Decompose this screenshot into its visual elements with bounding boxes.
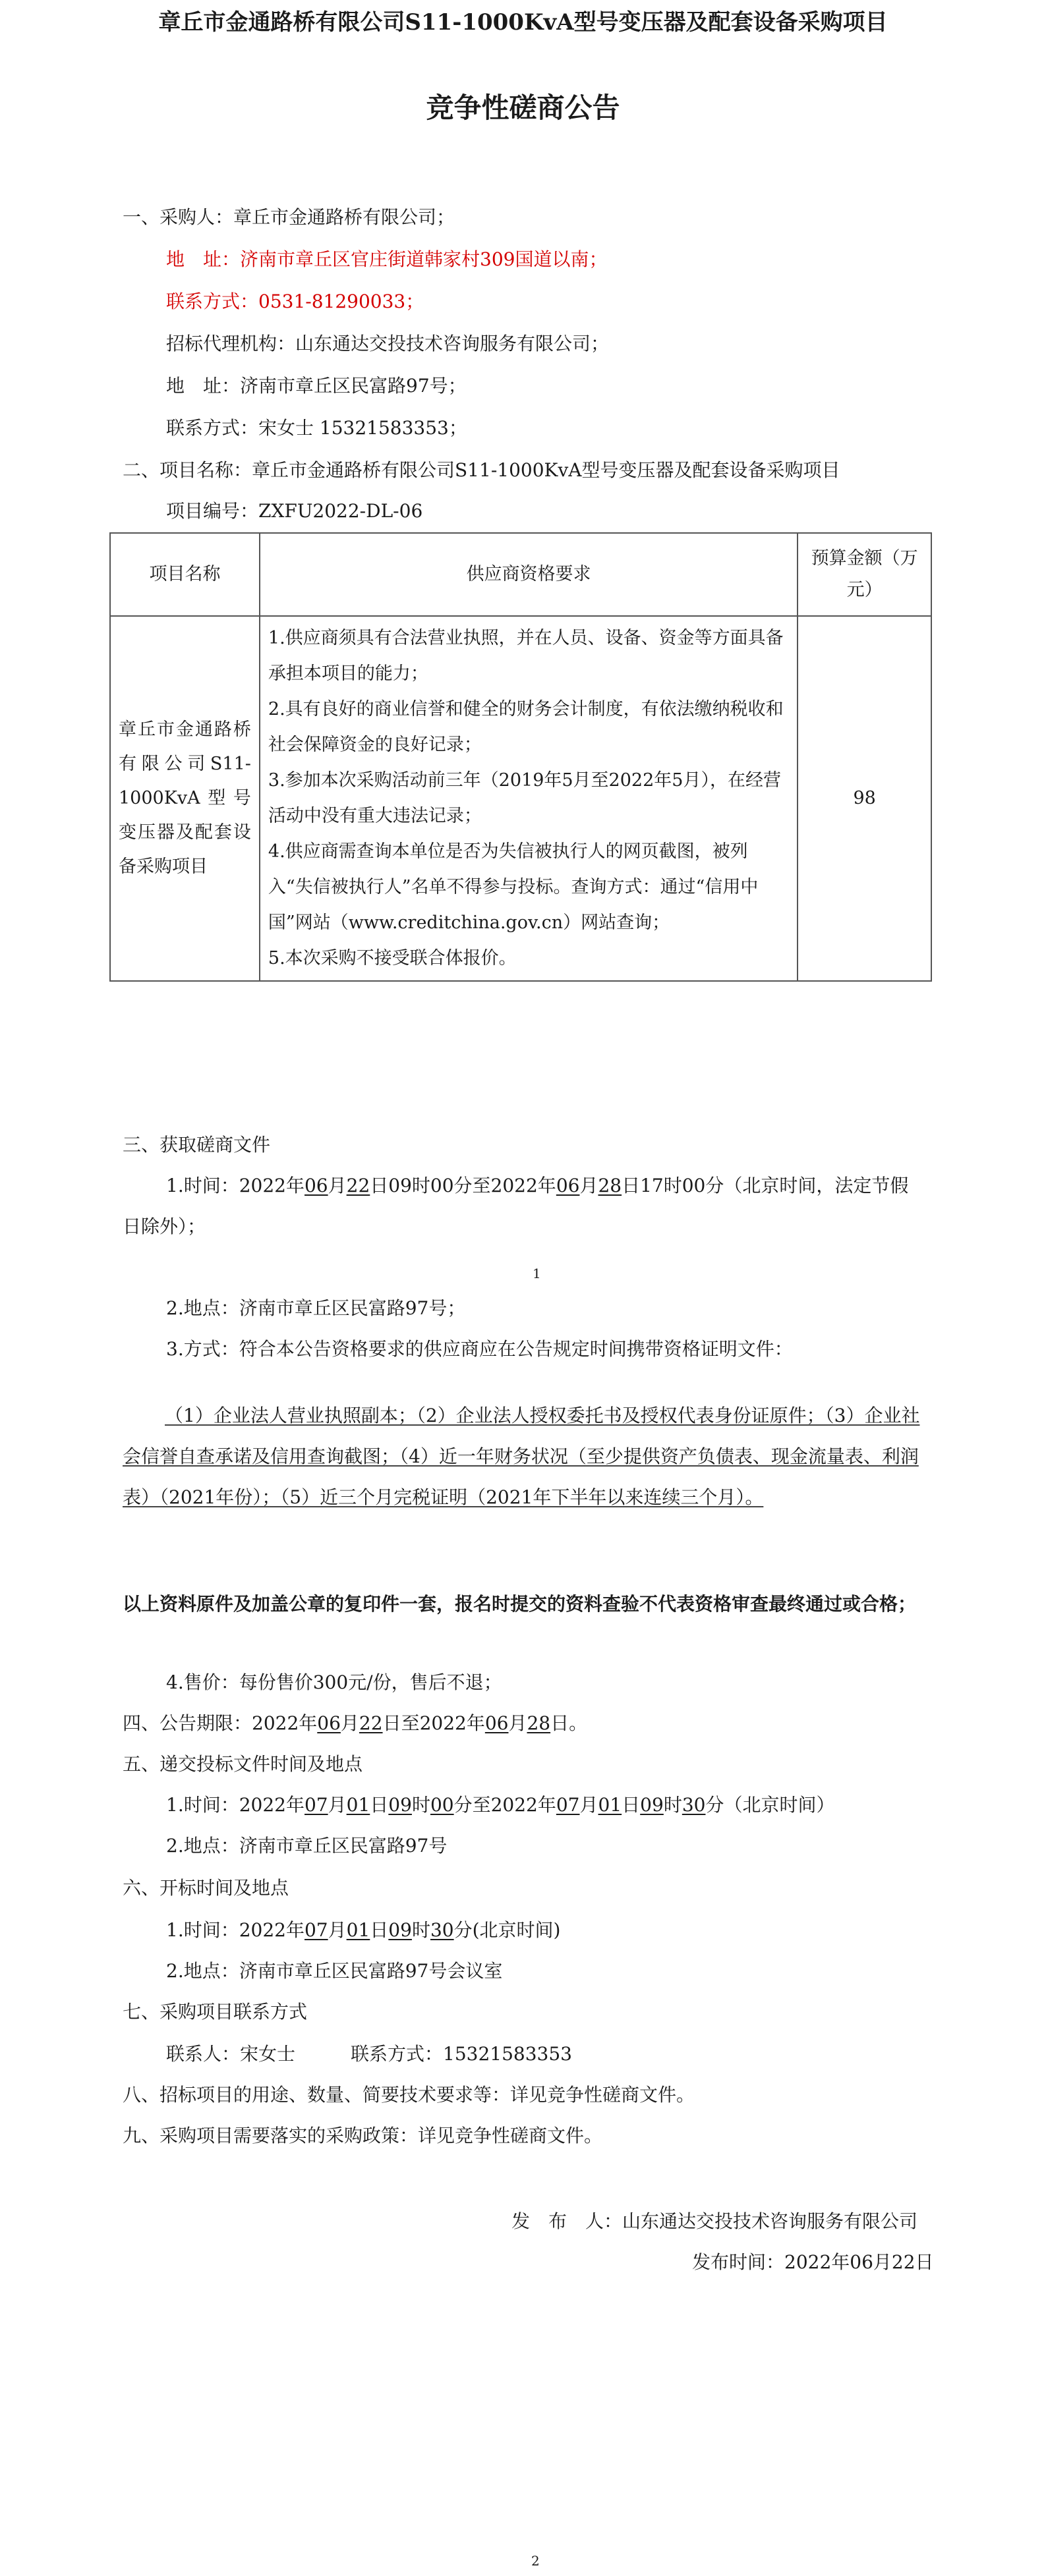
submission-place: 2.地点：济南市章丘区民富路97号 <box>166 1835 448 1857</box>
opening-time: 1.时间：2022年07月01日09时30分(北京时间) <box>166 1919 561 1941</box>
project-number: 项目编号：ZXFU2022-DL-06 <box>166 500 423 522</box>
publisher: 发 布 人：山东通达交投技术咨询服务有限公司 <box>511 2210 918 2232</box>
header-budget: 预算金额（万元） <box>798 533 931 616</box>
requirement-item: 1.供应商须具有合法营业执照，并在人员、设备、资金等方面具备承担本项目的能力； <box>268 628 784 684</box>
purchaser: 一、采购人：章丘市金通路桥有限公司； <box>123 206 455 228</box>
announcement-period: 四、公告期限：2022年06月22日至2022年06月28日。 <box>123 1712 588 1734</box>
requirement-item: 3.参加本次采购活动前三年（2019年5月至2022年5月），在经营活动中没有重大违法记录； <box>268 770 781 826</box>
header-project-name: 项目名称 <box>110 533 260 616</box>
submission-time: 1.时间：2022年07月01日09时00分至2022年07月01日09时30分（北京时间） <box>166 1794 835 1816</box>
agency-contact: 联系方式：宋女士 15321583353； <box>166 417 467 439</box>
required-documents: （1）企业法人营业执照副本；（2）企业法人授权委托书及授权代表身份证原件；（3）企业社会信誉自查承诺及信用查询截图；（4）近一年财务状况（至少提供资产负债表、现金流量表、利润表）（2021年份）；（5）近三个月完税证明（2021年下半年以来连续三个月）。 <box>123 1405 920 1508</box>
section9: 九、采购项目需要落实的采购政策：详见竞争性磋商文件。 <box>123 2125 603 2146</box>
page-number-2: 2 <box>531 2553 540 2569</box>
requirement-item: 5.本次采购不接受联合体报价。 <box>268 948 517 968</box>
section7-heading: 七、采购项目联系方式 <box>123 2001 308 2023</box>
doc-price: 4.售价：每份售价300元/份，售后不退； <box>166 1671 502 1693</box>
purchaser-contact: 联系方式：0531-81290033； <box>166 291 424 312</box>
agency-address: 地 址：济南市章丘区民富路97号； <box>166 375 467 397</box>
table-row <box>110 616 931 981</box>
notice-subtitle: 竞争性磋商公告 <box>426 92 620 124</box>
agency: 招标代理机构：山东通达交投技术咨询服务有限公司； <box>166 333 610 354</box>
project-title: 章丘市金通路桥有限公司S11-1000KvA型号变压器及配套设备采购项目 <box>158 9 888 36</box>
requirement-item: 4.供应商需查询本单位是否为失信被执行人的网页截图，被列入“失信被执行人”名单不得参与投标。查询方式：通过“信用中国”网站（www.creditchina.gov.cn）网站查询； <box>268 841 759 933</box>
doc-obtain-place: 2.地点：济南市章丘区民富路97号； <box>166 1297 466 1319</box>
publish-date: 发布时间：2022年06月22日 <box>692 2251 934 2273</box>
project-name: 二、项目名称：章丘市金通路桥有限公司S11-1000KvA型号变压器及配套设备采购项目 <box>123 459 840 481</box>
section3-heading: 三、获取磋商文件 <box>123 1134 271 1156</box>
table-header-row <box>110 533 931 616</box>
opening-place: 2.地点：济南市章丘区民富路97号会议室 <box>166 1960 503 1982</box>
doc-obtain-time: 1.时间：2022年06月22日09时00分至2022年06月28日17时00分（北京时间，法定节假 <box>166 1175 909 1196</box>
purchaser-address: 地 址：济南市章丘区官庄街道韩家村309国道以南； <box>166 248 608 270</box>
cell-project-name: 章丘市金通路桥有限公司S11-1000KvA型号变压器及配套设备采购项目 <box>110 616 260 981</box>
page-number-1: 1 <box>533 1266 541 1281</box>
section6-heading: 六、开标时间及地点 <box>123 1877 289 1899</box>
qualification-table <box>109 532 932 982</box>
documents-note: 以上资料原件及加盖公章的复印件一套，报名时提交的资料查验不代表资格审查最终通过或合格； <box>123 1593 917 1615</box>
doc-obtain-time-wrap: 日除外）； <box>123 1216 206 1237</box>
section8: 八、招标项目的用途、数量、简要技术要求等：详见竞争性磋商文件。 <box>123 2084 695 2106</box>
cell-budget: 98 <box>798 616 931 981</box>
section5-heading: 五、递交投标文件时间及地点 <box>123 1753 363 1775</box>
project-contact: 联系人：宋女士 联系方式：15321583353 <box>166 2043 572 2065</box>
requirement-item: 2.具有良好的商业信誉和健全的财务会计制度，有依法缴纳税收和社会保障资金的良好记录； <box>268 699 784 755</box>
header-requirements: 供应商资格要求 <box>260 533 798 616</box>
cell-requirements <box>260 616 798 981</box>
doc-obtain-method: 3.方式：符合本公告资格要求的供应商应在公告规定时间携带资格证明文件： <box>166 1338 793 1360</box>
